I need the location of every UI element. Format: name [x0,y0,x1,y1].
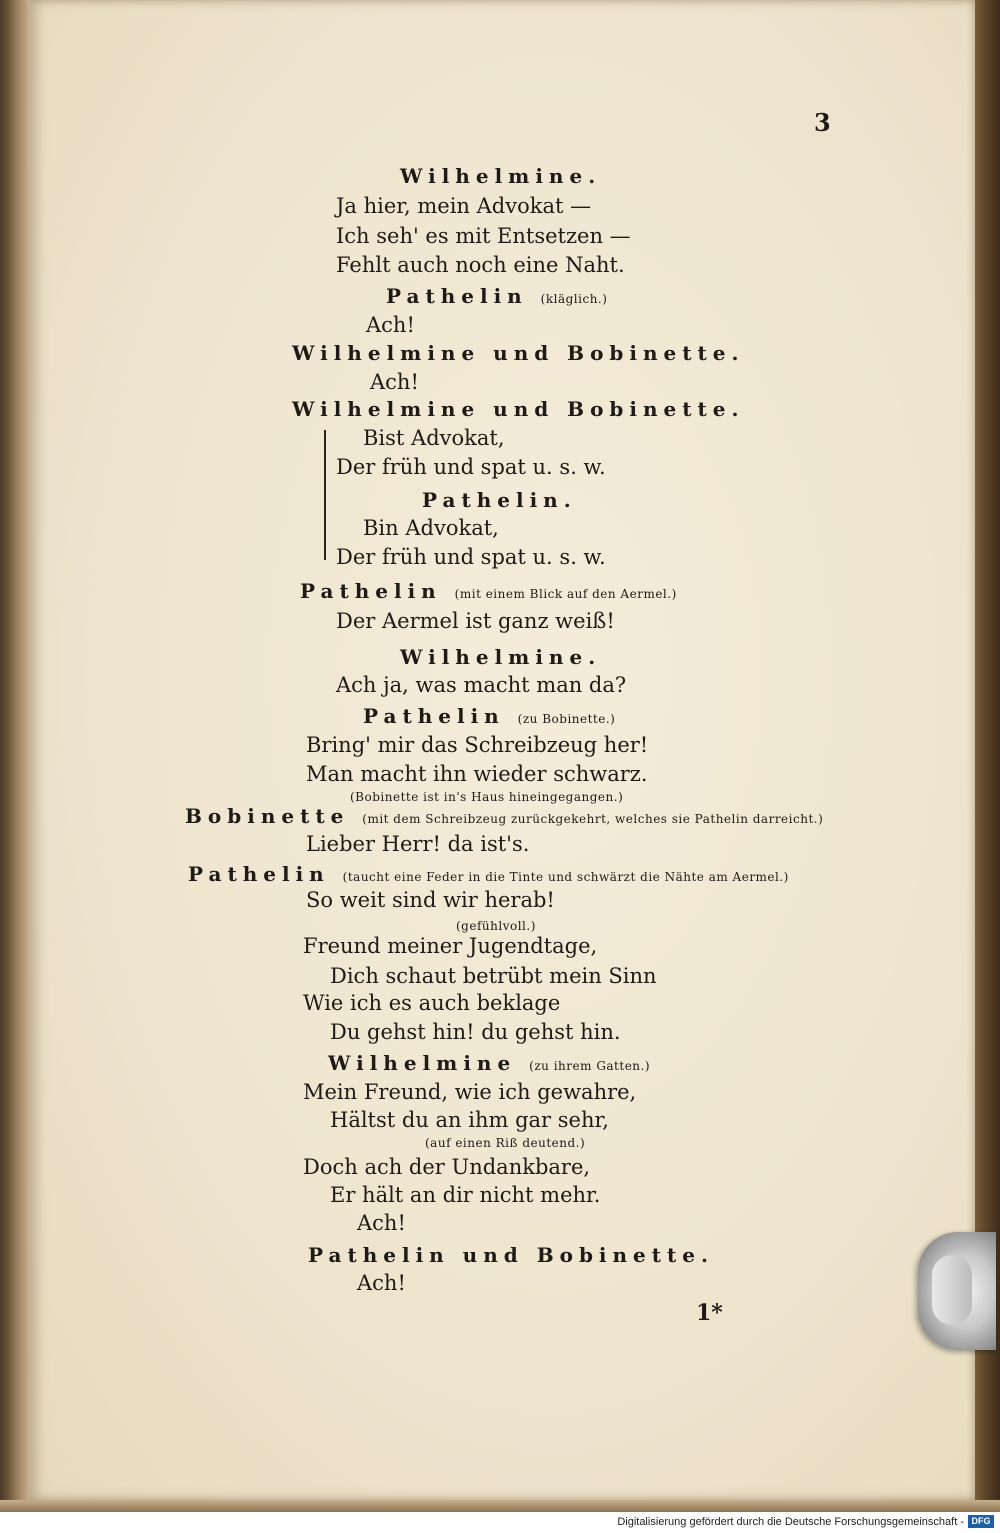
speaker-pathelin-bobinette: Pathelin und Bobinette. [308,1243,714,1267]
verse-line: Ach! [357,1271,406,1295]
speaker-name: Pathelin [386,284,528,308]
speaker-name: Bobinette [185,804,350,828]
speaker-pathelin [363,704,615,728]
speaker-name: Wilhelmine [328,1051,517,1075]
verse-line: Bring' mir das Schreibzeug her! [306,733,649,757]
verse-line: Der früh und spat u. s. w. [336,455,606,479]
verse-line: Wie ich es auch beklage [303,991,561,1015]
verse-line: Er hält an dir nicht mehr. [330,1183,601,1207]
verse-line: Ach ja, was macht man da? [336,673,627,697]
verse-line: Lieber Herr! da ist's. [306,832,530,856]
verse-line: Mein Freund, wie ich gewahre, [303,1080,637,1104]
verse-line: Ach! [366,313,415,337]
speaker-name: Pathelin [188,862,330,886]
stage-direction: (mit dem Schreibzeug zurückgekehrt, welches sie Pathelin darreicht.) [362,812,824,826]
page-number: 3 [814,108,831,137]
signature-mark: 1* [696,1300,723,1326]
verse-line: Ich seh' es mit Entsetzen — [336,224,631,248]
speaker-pathelin [188,862,789,886]
speaker-wilhelmine-bobinette: Wilhelmine und Bobinette. [292,341,745,365]
verse-line: Doch ach der Undankbare, [303,1155,591,1179]
stage-direction: (gefühlvoll.) [456,919,536,933]
stage-direction: (zu ihrem Gatten.) [529,1059,651,1073]
speaker-wilhelmine [328,1051,650,1075]
speaker-pathelin [386,284,607,308]
speaker-name: Pathelin [300,579,442,603]
duet-brace [324,430,332,560]
speaker-wilhelmine-bobinette: Wilhelmine und Bobinette. [292,397,745,421]
verse-line: Du gehst hin! du gehst hin. [330,1020,621,1044]
scanner-page-clip-highlight [932,1255,972,1325]
verse-line: Hältst du an ihm gar sehr, [330,1108,609,1132]
speaker-wilhelmine: Wilhelmine. [400,645,602,669]
dfg-logo: DFG [968,1515,994,1528]
stage-direction: (auf einen Riß deutend.) [425,1136,586,1150]
verse-line: Fehlt auch noch eine Naht. [336,253,625,277]
verse-line: Bist Advokat, [363,426,505,450]
verse-line: Der Aermel ist ganz weiß! [336,609,615,633]
verse-line: So weit sind wir herab! [306,888,555,912]
verse-line: Ja hier, mein Advokat — [336,194,592,218]
stage-direction: (mit einem Blick auf den Aermel.) [454,587,677,601]
speaker-name: Pathelin [363,704,505,728]
stage-direction: (taucht eine Feder in die Tinte und schwärzt die Nähte am Aermel.) [342,870,789,884]
verse-line: Der früh und spat u. s. w. [336,545,606,569]
stage-direction: (Bobinette ist in's Haus hineingegangen.) [350,790,624,804]
verse-line: Bin Advokat, [363,516,499,540]
verse-line: Man macht ihn wieder schwarz. [306,762,648,786]
stage-direction: (kläglich.) [540,292,608,306]
verse-line: Ach! [370,370,419,394]
speaker-bobinette [185,804,823,828]
verse-line: Ach! [357,1211,406,1235]
page-bottom-edge [0,1500,1000,1512]
speaker-pathelin [300,579,677,603]
speaker-pathelin: Pathelin. [422,488,577,512]
verse-line: Dich schaut betrübt mein Sinn [330,964,657,988]
digitization-credit: Digitalisierung gefördert durch die Deutsche Forschungsgemeinschaft - [617,1516,964,1528]
speaker-wilhelmine: Wilhelmine. [400,164,602,188]
verse-line: Freund meiner Jugendtage, [303,934,598,958]
stage-direction: (zu Bobinette.) [517,712,616,726]
